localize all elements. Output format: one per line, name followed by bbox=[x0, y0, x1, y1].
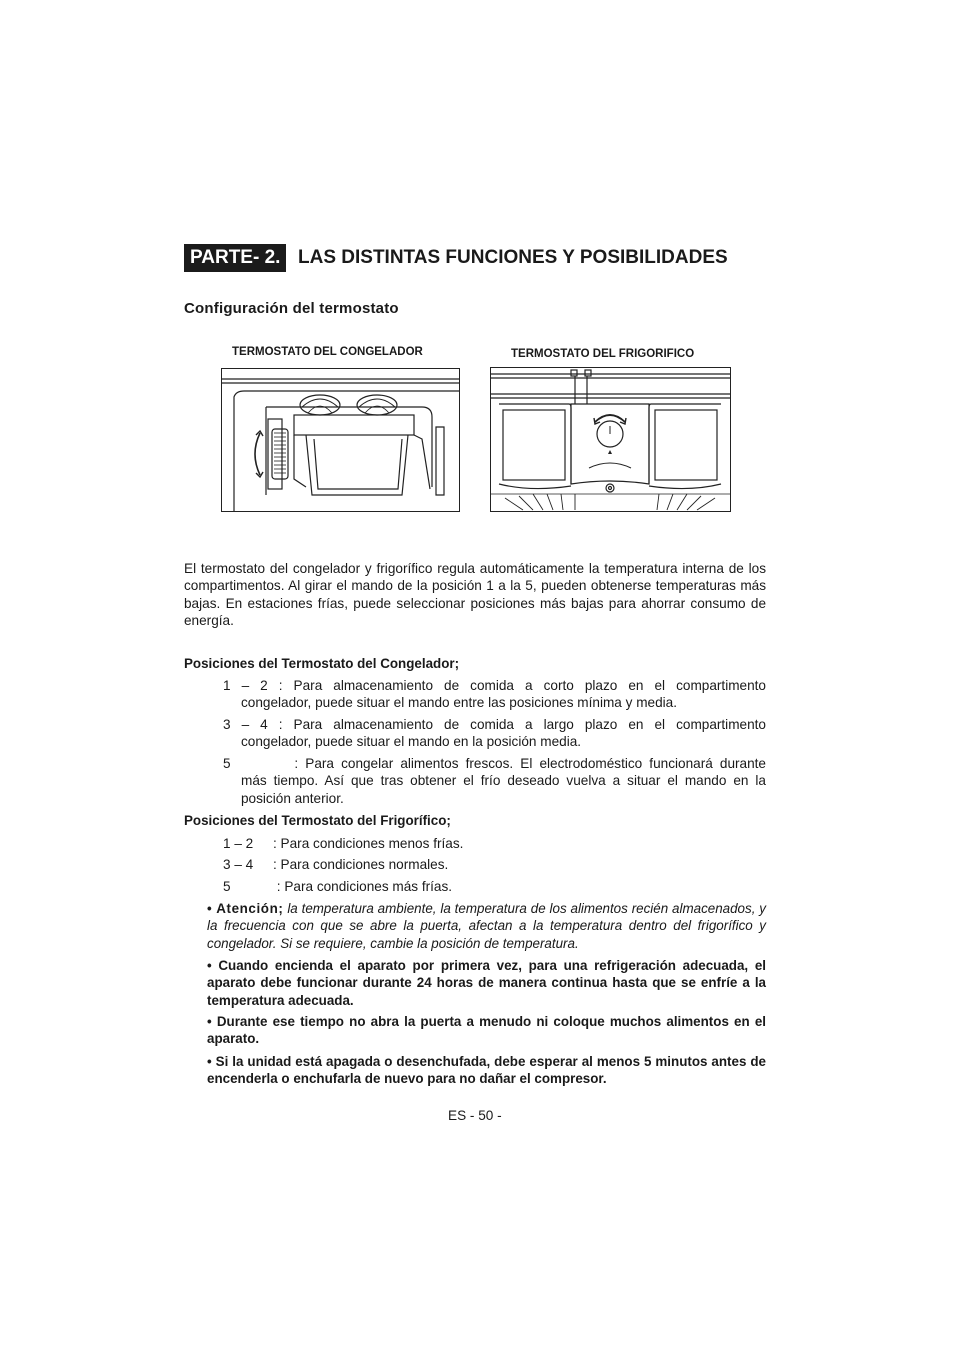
freezer-positions-heading: Posiciones del Termostato del Congelador; bbox=[184, 656, 460, 671]
part-label: PARTE- 2. bbox=[184, 244, 286, 272]
fridge-position-item bbox=[223, 835, 463, 852]
freezer-position-line: 3 – 4 : Para almacenamiento de comida a largo plazo en el compartimento bbox=[223, 717, 766, 732]
section-title: Configuración del termostato bbox=[184, 300, 399, 317]
freezer-position-line: 5 : Para congelar alimentos frescos. El electrodoméstico funcionará durante bbox=[223, 756, 766, 771]
door-note: • Durante ese tiempo no abra la puerta a menudo ni coloque muchos alimentos en el aparato. bbox=[207, 1014, 766, 1047]
fridge-thermostat-figure bbox=[490, 367, 731, 512]
fridge-position-item bbox=[223, 856, 448, 873]
attention-label: • Atención; bbox=[207, 901, 284, 916]
fridge-position-text: : Para condiciones más frías. bbox=[273, 879, 453, 894]
attention-text: la temperatura ambiente, la temperatura de los alimentos recién almacenados, y la frecuencia con que se abre la puerta, afectan a la temperatura dentro del frigorífico y congelador. Si se requiere, cambie la posición de temperatura. bbox=[207, 901, 766, 951]
freezer-figure-label: TERMOSTATO DEL CONGELADOR bbox=[232, 346, 423, 358]
fridge-position-text: : Para condiciones normales. bbox=[273, 857, 449, 872]
page-title: LAS DISTINTAS FUNCIONES Y POSIBILIDADES bbox=[298, 247, 728, 268]
fridge-thermostat-illustration bbox=[491, 368, 730, 511]
fridge-position-number: 1 – 2 bbox=[223, 836, 254, 851]
fridge-position-number: 3 – 4 bbox=[223, 857, 254, 872]
fridge-position-item bbox=[223, 878, 452, 895]
restart-note: • Si la unidad está apagada o desenchufada, debe esperar al menos 5 minutos antes de encenderla o enchufarla de nuevo para no dañar el compresor. bbox=[207, 1054, 766, 1087]
fridge-positions-heading: Posiciones del Termostato del Frigorífico; bbox=[184, 813, 451, 828]
first-use-note: • Cuando encienda el aparato por primera vez, para una refrigeración adecuada, el aparato debe funcionar durante 24 horas de manera continua hasta que se enfríe a la temperatura adecuada. bbox=[207, 958, 766, 1008]
freezer-position-item bbox=[223, 716, 766, 751]
freezer-position-item bbox=[223, 677, 766, 712]
intro-paragraph: El termostato del congelador y frigorífico regula automáticamente la temperatura interna de los compartimentos. Al girar el mando de la posición 1 a la 5, pueden obtenerse temperaturas más bajas. En estaciones frías, puede seleccionar posiciones más bajas para ahorrar consumo de energía. bbox=[184, 561, 766, 629]
freezer-position-continuation: congelador, puede situar el mando en la posición media. bbox=[241, 734, 582, 750]
freezer-position-line: 1 – 2 : Para almacenamiento de comida a corto plazo en el compartimento bbox=[223, 678, 766, 693]
freezer-position-item bbox=[223, 755, 766, 807]
fridge-figure-label: TERMOSTATO DEL FRIGORIFICO bbox=[511, 348, 695, 360]
page-number: ES - 50 - bbox=[448, 1108, 502, 1123]
fridge-position-number: 5 bbox=[223, 879, 231, 894]
freezer-position-continuation: congelador, puede situar el mando entre las posiciones mínima y media. bbox=[241, 695, 678, 711]
attention-note bbox=[207, 900, 766, 952]
fridge-position-text: : Para condiciones menos frías. bbox=[273, 836, 464, 851]
freezer-thermostat-figure bbox=[221, 368, 460, 512]
freezer-thermostat-illustration bbox=[222, 369, 459, 511]
freezer-position-continuation: más tiempo. Así que tras obtener el frío deseado vuelva a situar el mando en la posición anterior. bbox=[241, 773, 766, 806]
